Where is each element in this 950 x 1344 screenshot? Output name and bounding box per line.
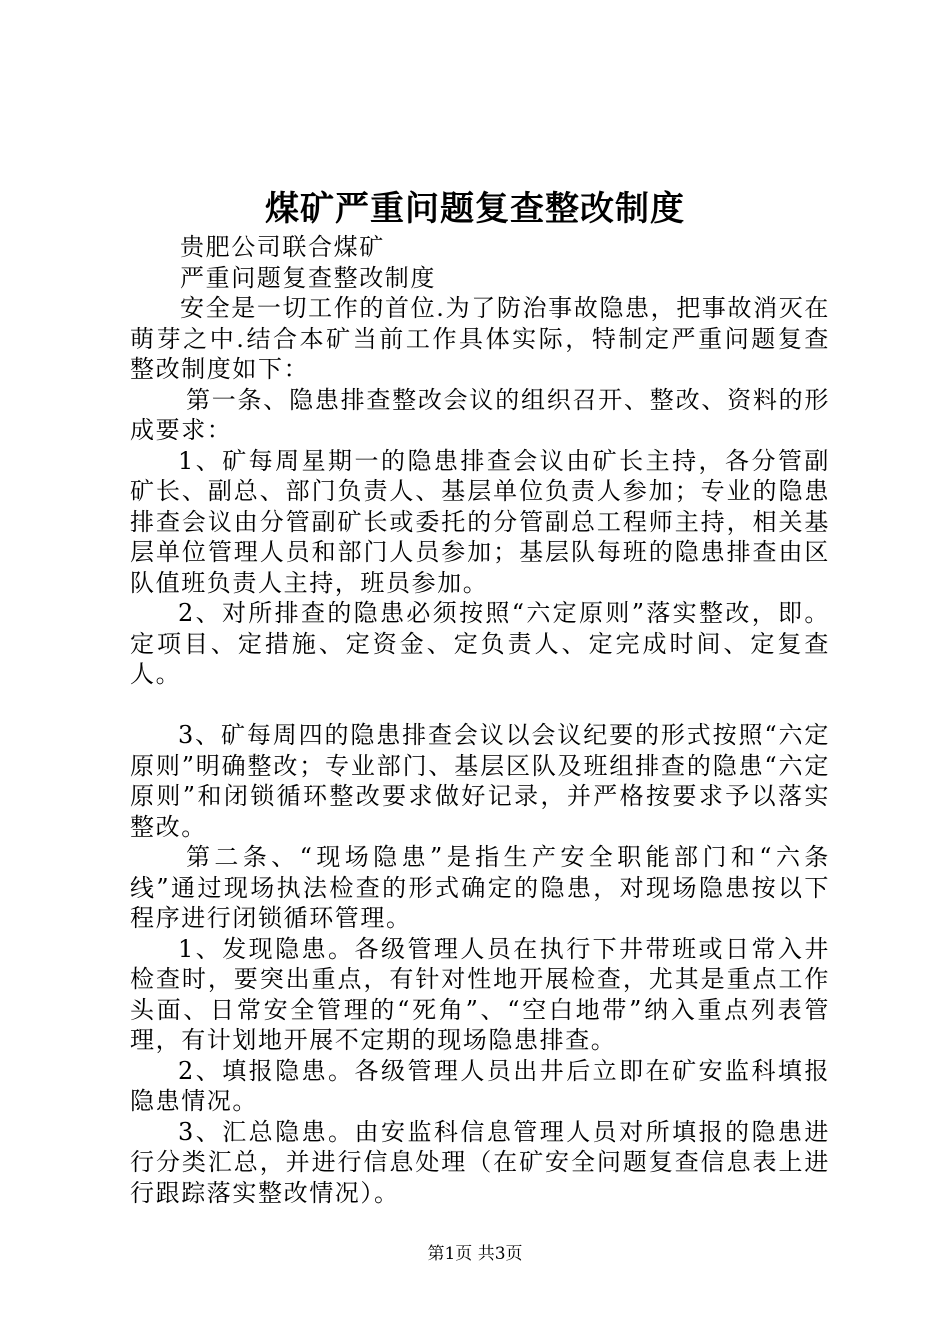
article-two-heading: 第二条、“现场隐患”是指生产安全职能部门和“六条线”通过现场执法检查的形式确定的隐患，对现场隐患按以下程序进行闭锁循环管理。 [130, 843, 830, 932]
intro-paragraph: 安全是一切工作的首位.为了防治事故隐患，把事故消灭在萌芽之中.结合本矿当前工作具体实际，特制定严重问题复查整改制度如下： [130, 294, 830, 383]
subtitle-line: 严重问题复查整改制度 [180, 263, 436, 292]
article-one-heading: 第一条、隐患排查整改会议的组织召开、整改、资料的形成要求： [130, 385, 830, 444]
document-body [130, 232, 830, 1208]
organization-line: 贵肥公司联合煤矿 [180, 233, 385, 261]
article-two-item-3: 3、汇总隐患。由安监科信息管理人员对所填报的隐患进行分类汇总，并进行信息处理（在矿安全问题复查信息表上进行跟踪落实整改情况）。 [130, 1117, 830, 1207]
article-two-item-2: 2、填报隐患。各级管理人员出井后立即在矿安监科填报隐患情况。 [130, 1056, 830, 1115]
document-title: 煤矿严重问题复查整改制度 [265, 189, 685, 229]
article-one-item-1: 1、矿每周星期一的隐患排查会议由矿长主持，各分管副矿长、副总、部门负责人、基层单位负责人参加；专业的隐患排查会议由分管副矿长或委托的分管副总工程师主持，相关基层单位管理人员和部门人员参加；基层队每班的隐患排查由区队值班负责人主持，班员参加。 [130, 446, 830, 597]
article-two-item-1: 1、发现隐患。各级管理人员在执行下井带班或日常入井检查时，要突出重点，有针对性地开展检查，尤其是重点工作头面、日常安全管理的“死角”、“空白地带”纳入重点列表管理，有计划地开展不定期的现场隐患排查。 [130, 934, 830, 1054]
article-one-item-2: 2、对所排查的隐患必须按照“六定原则”落实整改，即。定项目、定措施、定资金、定负责人、定完成时间、定复查人。 [130, 599, 830, 688]
page-number-footer: 第1页 共3页 [427, 1244, 523, 1264]
paragraph-spacer [130, 690, 830, 721]
article-one-item-3: 3、矿每周四的隐患排查会议以会议纪要的形式按照“六定原则”明确整改；专业部门、基层区队及班组排查的隐患“六定原则”和闭锁循环整改要求做好记录，并严格按要求予以落实整改。 [130, 721, 830, 841]
